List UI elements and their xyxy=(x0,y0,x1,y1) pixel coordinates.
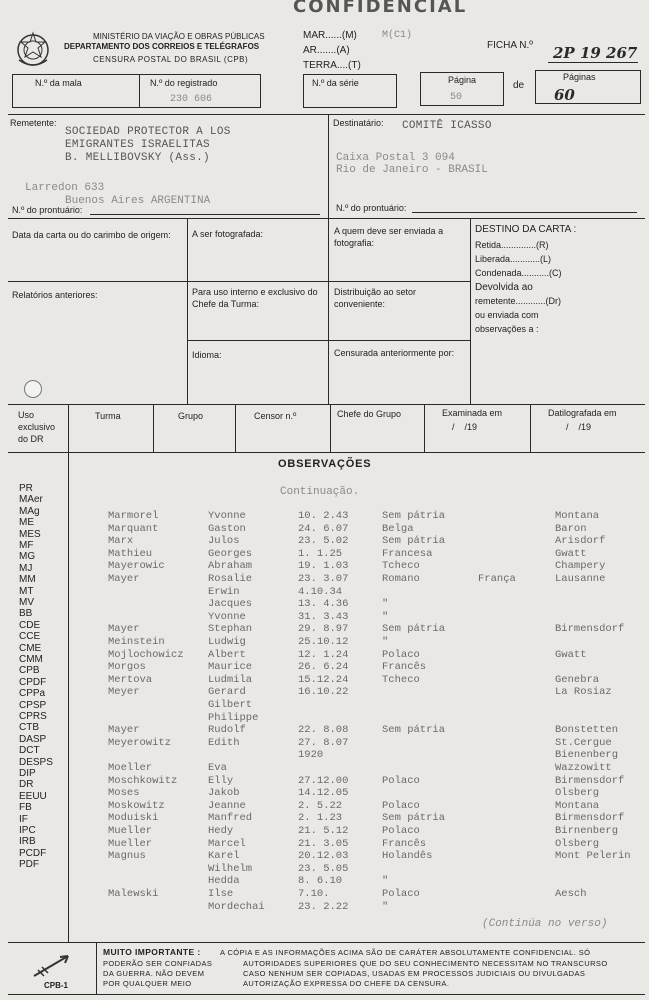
table-row xyxy=(0,649,649,661)
sender-line-3: B. MELLIBOVSKY (Ass.) xyxy=(65,152,210,164)
sender-line-4: Larredon 633 xyxy=(25,182,105,194)
idioma-label: Idioma: xyxy=(192,350,222,360)
entry-extra: França xyxy=(478,573,516,585)
entry-given-name: Elly xyxy=(208,774,234,787)
entry-place: Baron xyxy=(555,522,587,535)
destino-devolvida: Devolvida ao xyxy=(475,282,533,293)
entry-surname: Meinstein xyxy=(108,636,165,648)
agency-code: CPPa xyxy=(19,688,46,700)
de-label: de xyxy=(513,80,525,91)
agency-code: MAer xyxy=(19,494,43,506)
entry-given-name: Georges xyxy=(208,547,253,560)
agency-code: MG xyxy=(19,551,36,563)
entry-nationality: " xyxy=(382,610,389,623)
mala-label: N.º da mala xyxy=(35,78,82,88)
censorship-name: CENSURA POSTAL DO BRASIL (CPB) xyxy=(93,55,249,64)
entry-place: Gwatt xyxy=(555,648,587,661)
table-row xyxy=(0,619,649,636)
table-row xyxy=(0,598,649,610)
uso-interno-label: Para uso interno e exclusivo do Chefe da Turma: xyxy=(192,287,318,309)
entry-nationality: Romano xyxy=(382,573,420,585)
entry-nationality: " xyxy=(382,900,389,913)
grupo-label: Grupo xyxy=(178,411,204,421)
table-row xyxy=(0,573,649,585)
entry-birth-date: 16.10.22 xyxy=(298,686,349,699)
footer-line-2a: PODERÃO SER CONFIADAS xyxy=(103,959,213,968)
entry-given-name: Edith xyxy=(208,736,240,749)
entry-given-name: Jakob xyxy=(208,787,240,800)
table-row xyxy=(0,523,649,535)
entry-surname: Morgos xyxy=(108,661,146,674)
entry-surname: Moduiski xyxy=(108,812,159,825)
ministry-name: MINISTÉRIO DA VIAÇÃO E OBRAS PÚBLICAS xyxy=(93,32,265,41)
entry-given-name: Yvonne xyxy=(208,610,246,623)
sender-line-1: SOCIEDAD PROTECTOR A LOS xyxy=(65,126,231,138)
entry-surname: Mojlochowicz xyxy=(108,648,184,661)
sender-prontuario: N.º do prontuário: xyxy=(12,205,83,215)
entry-nationality: Sem pátria xyxy=(382,812,446,825)
entry-birth-date: 23. 3.07 xyxy=(298,573,349,585)
coat-of-arms-icon xyxy=(13,30,53,70)
agency-code: CPRS xyxy=(19,711,47,722)
entry-surname: Magnus xyxy=(108,850,146,863)
table-row xyxy=(0,875,649,887)
entry-surname: Mayer xyxy=(108,724,140,737)
mode-typed-value: M(C1) xyxy=(382,30,413,41)
pagina-label: Página xyxy=(448,75,477,85)
entry-place: Birmensdorf xyxy=(555,812,625,825)
entry-birth-date: 19. 1.03 xyxy=(298,560,349,573)
agency-code: BB xyxy=(19,608,33,620)
entry-place: Olsberg xyxy=(555,787,600,800)
entry-nationality: " xyxy=(382,636,389,648)
arrow-emblem-icon xyxy=(30,950,76,980)
agency-code: CTB xyxy=(19,722,39,734)
agency-code: MJ xyxy=(19,562,33,574)
agency-code: MT xyxy=(19,585,34,597)
table-row xyxy=(0,547,649,563)
datilografada-label: Datilografada em xyxy=(548,408,617,418)
data-carta-label: Data da carta ou do carimbo de origem: xyxy=(12,230,171,240)
agency-code: CDE xyxy=(19,619,41,631)
agency-code: CME xyxy=(19,642,42,654)
entry-given-name: Albert xyxy=(208,648,246,661)
entry-given-name: Yvonne xyxy=(208,510,246,522)
agency-code: EEUU xyxy=(19,790,47,802)
entry-nationality: Polaco xyxy=(382,799,420,812)
agency-code: DIP xyxy=(19,768,36,779)
entry-place: Arisdorf xyxy=(555,535,606,548)
agency-code: CPDF xyxy=(19,676,47,688)
destino-remetente: remetente............(Dr) xyxy=(475,296,562,306)
entry-given-name: Philippe xyxy=(208,711,259,724)
entry-place: Montana xyxy=(555,510,600,522)
destino-observacoes: observações a : xyxy=(475,324,539,334)
censurada-label: Censurada anteriormente por: xyxy=(334,348,455,358)
entry-place: Wazzowitt xyxy=(555,762,612,774)
recipient-line-2: Caixa Postal 3 094 xyxy=(336,152,455,164)
entry-nationality: Polaco xyxy=(382,888,420,900)
observacoes-title: OBSERVAÇÕES xyxy=(278,458,372,470)
footer-line-2b: AUTORIDADES SUPERIORES QUE DO SEU CONHECIMENTO NECESSITAM NO TRANSCURSO xyxy=(243,959,608,968)
entry-birth-date: 23. 2.22 xyxy=(298,900,349,913)
footer-line-1: A CÓPIA E AS INFORMAÇÕES ACIMA SÃO DE CARÁTER ABSOLUTAMENTE CONFIDENCIAL. SÓ xyxy=(220,948,591,957)
table-row xyxy=(0,800,649,812)
footer-line-4b: AUTORIZAÇÃO EXPRESSA DO CHEFE DA CENSURA. xyxy=(243,979,450,988)
agency-code: CPSP xyxy=(19,699,47,711)
department-name: DEPARTAMENTO DOS CORREIOS E TELÉGRAFOS xyxy=(64,42,260,51)
recipient-prontuario: N.º do prontuário: xyxy=(336,203,407,213)
entry-place: Aesch xyxy=(555,888,587,900)
entry-given-name: Hedda xyxy=(208,875,240,888)
examinada-label: Examinada em xyxy=(442,408,503,418)
entry-given-name: Maurice xyxy=(208,661,253,674)
entry-surname: Mayer xyxy=(108,573,140,585)
entry-nationality: Polaco xyxy=(382,825,420,837)
entry-birth-date: 25.10.12 xyxy=(298,636,349,648)
entry-surname: Moses xyxy=(108,787,140,800)
entry-given-name: Mordechai xyxy=(208,900,265,913)
entry-given-name: Rudolf xyxy=(208,724,246,737)
footer-line-3b: CASO NENHUM SER COPIADAS, USADAS EM PROCESSOS JUDICIAIS OU DIVULGADAS xyxy=(243,969,586,978)
mode-terra: TERRA....(T) xyxy=(303,60,361,71)
entry-place: Montana xyxy=(555,799,600,812)
document-title: CONFIDENCIAL xyxy=(293,0,468,17)
agency-code: CPB xyxy=(19,665,40,677)
entry-surname: Moschkowitz xyxy=(108,774,178,787)
paginas-value: 60 xyxy=(554,86,575,104)
table-row xyxy=(0,608,649,623)
destino-title: DESTINO DA CARTA : xyxy=(475,224,577,235)
continua-verso: (Continúa no verso) xyxy=(482,918,608,930)
entry-place: Champery xyxy=(555,560,606,573)
agency-code: FB xyxy=(19,802,32,814)
entry-surname: Moskowitz xyxy=(108,799,165,812)
serie-label: N.º da série xyxy=(312,78,359,88)
entry-place: Genebra xyxy=(555,673,600,686)
recipient-line-3: Rio de Janeiro - BRASIL xyxy=(336,164,488,176)
entry-nationality: " xyxy=(382,875,389,888)
table-row xyxy=(0,560,649,572)
entry-given-name: Marcel xyxy=(208,837,246,850)
table-row xyxy=(0,724,649,736)
entry-given-name: Rosalie xyxy=(208,573,253,585)
table-row xyxy=(0,787,649,799)
table-row xyxy=(0,888,649,900)
recipient-label: Destinatário: xyxy=(333,118,384,128)
entry-place: Birmensdorf xyxy=(555,623,625,636)
agency-code: CMM xyxy=(19,654,43,665)
footer-important: MUITO IMPORTANTE : xyxy=(103,947,201,957)
agency-code: ME xyxy=(19,517,34,529)
entry-birth-date: 7.10. xyxy=(298,888,330,900)
entry-nationality: " xyxy=(382,598,389,611)
entry-surname: Malewski xyxy=(108,888,159,900)
registrado-value: 230 606 xyxy=(170,94,213,105)
table-row xyxy=(0,863,649,875)
table-row xyxy=(0,838,649,850)
entry-given-name: Abraham xyxy=(208,560,253,573)
entry-given-name: Ludwig xyxy=(208,636,246,648)
turma-label: Turma xyxy=(95,411,121,421)
entry-given-name: Hedy xyxy=(208,825,234,837)
ficha-label: FICHA N.º xyxy=(487,40,533,51)
entry-birth-date: 2. 1.23 xyxy=(298,812,343,825)
entry-birth-date: 15.12.24 xyxy=(298,673,349,686)
entry-nationality: Francesa xyxy=(382,547,433,560)
entry-given-name: Ilse xyxy=(208,888,234,900)
entry-place: Bonstetten xyxy=(555,724,619,737)
entry-given-name: Jacques xyxy=(208,598,253,611)
entry-place: St.Cergue xyxy=(555,736,612,749)
destino-ou-enviada: ou enviada com xyxy=(475,310,539,320)
form-code: CPB-1 xyxy=(44,981,69,990)
table-row xyxy=(0,636,649,648)
entry-nationality: Polaco xyxy=(382,774,420,787)
entry-given-name: Gerard xyxy=(208,686,246,699)
destino-condenada: Condenada...........(C) xyxy=(475,268,562,278)
enviar-foto-label: A quem deve ser enviada a fotografia: xyxy=(334,226,444,248)
agency-code: IF xyxy=(19,813,28,825)
entry-surname: Moeller xyxy=(108,762,153,774)
agency-code: IPC xyxy=(19,825,36,836)
paginas-label: Páginas xyxy=(563,72,596,82)
continuacao-label: Continuação. xyxy=(280,486,360,498)
sender-line-2: EMIGRANTES ISRAELITAS xyxy=(65,139,210,151)
distribuicao-label: Distribuição ao setor conveniente: xyxy=(334,287,417,309)
entry-surname: Mueller xyxy=(108,837,153,850)
table-row xyxy=(0,586,649,598)
entry-nationality: Sem pátria xyxy=(382,623,446,636)
entry-birth-date: 13. 4.36 xyxy=(298,598,349,611)
table-row xyxy=(0,749,649,761)
agency-code: DESPS xyxy=(19,756,53,768)
entry-birth-date: 14.12.05 xyxy=(298,787,349,800)
entry-place: Mont Pelerin xyxy=(555,850,631,863)
agency-code: PCDF xyxy=(19,847,47,859)
entry-place: Lausanne xyxy=(555,573,606,585)
entry-given-name: Gaston xyxy=(208,522,246,535)
entry-given-name: Manfred xyxy=(208,812,253,825)
entry-surname: Mayerowic xyxy=(108,560,165,573)
agency-code: DCT xyxy=(19,745,40,757)
agency-code: DASP xyxy=(19,733,47,745)
chefe-grupo-label: Chefe do Grupo xyxy=(337,409,402,419)
entry-given-name: Erwin xyxy=(208,585,240,598)
entry-place: Bienenberg xyxy=(555,749,619,762)
table-row xyxy=(0,847,649,863)
table-row xyxy=(0,812,649,824)
entry-birth-date: 10. 2.43 xyxy=(298,510,349,522)
sender-line-5: Buenos Aires ARGENTINA xyxy=(65,195,211,207)
entry-birth-date: 31. 3.43 xyxy=(298,610,349,623)
registrado-label: N.º do registrado xyxy=(150,78,218,88)
entry-nationality: Belga xyxy=(382,522,414,535)
entry-surname: Marmorel xyxy=(108,510,159,522)
entry-birth-date: 12. 1.24 xyxy=(298,648,349,661)
entry-given-name: Eva xyxy=(208,762,227,774)
agency-code: MV xyxy=(19,597,34,608)
entry-birth-date: 2. 5.22 xyxy=(298,799,343,812)
table-row xyxy=(0,535,649,547)
entry-place: Birmensdorf xyxy=(555,774,625,787)
agency-code: MM xyxy=(19,574,36,586)
examinada-date: / /19 xyxy=(452,422,478,432)
agency-code: PDF xyxy=(19,859,39,871)
agency-code: IRB xyxy=(19,836,36,848)
entry-nationality: Francês xyxy=(382,837,427,850)
entry-surname: Mueller xyxy=(108,825,153,837)
entry-nationality: Sem pátria xyxy=(382,510,446,522)
censor-label: Censor n.º xyxy=(254,411,297,421)
table-row xyxy=(0,775,649,787)
pagina-value: 50 xyxy=(450,92,463,103)
agency-code: MES xyxy=(19,528,41,540)
entry-birth-date: 21. 3.05 xyxy=(298,837,349,850)
entry-nationality: Sem pátria xyxy=(382,724,446,737)
entry-nationality: Polaco xyxy=(382,648,420,661)
destino-retida: Retida..............(R) xyxy=(475,240,549,250)
entry-surname: Mathieu xyxy=(108,547,153,560)
relatorios-label: Relatórios anteriores: xyxy=(12,290,98,300)
fotografada-label: A ser fotografada: xyxy=(192,229,264,239)
entry-given-name: Wilhelm xyxy=(208,862,253,875)
entry-nationality: Sem pátria xyxy=(382,535,446,548)
entry-surname: Marquant xyxy=(108,522,159,535)
entry-birth-date: 20.12.03 xyxy=(298,850,349,863)
entry-nationality: Francês xyxy=(382,661,427,674)
entry-birth-date: 23. 5.02 xyxy=(298,535,349,548)
entry-surname: Mayer xyxy=(108,623,140,636)
punch-hole xyxy=(24,380,42,398)
entry-birth-date: 27.12.00 xyxy=(298,774,349,787)
entry-given-name: Jeanne xyxy=(208,799,246,812)
mode-ar: AR.......(A) xyxy=(303,45,350,56)
table-row xyxy=(0,762,649,774)
entry-place: Gwatt xyxy=(555,547,587,560)
entry-birth-date: 27. 8.07 xyxy=(298,736,349,749)
agency-code: DR xyxy=(19,779,34,791)
entry-birth-date: 8. 6.10 xyxy=(298,875,343,888)
entry-surname: Mertova xyxy=(108,673,153,686)
sender-label: Remetente: xyxy=(10,118,57,128)
mode-mar: MAR......(M) xyxy=(303,30,357,41)
entry-birth-date: 22. 8.08 xyxy=(298,724,349,737)
datilografada-date: / /19 xyxy=(566,422,592,432)
uso-exclusivo-label: Uso exclusivo do DR xyxy=(18,410,56,444)
entry-birth-date: 21. 5.12 xyxy=(298,825,349,837)
table-row xyxy=(0,901,649,913)
entry-birth-date: 1920 xyxy=(298,749,324,762)
entry-given-name: Gilbert xyxy=(208,699,253,711)
entry-nationality: Tcheco xyxy=(382,673,420,686)
entry-surname: Marx xyxy=(108,535,134,548)
entry-surname: Meyer xyxy=(108,686,140,699)
table-row xyxy=(0,712,649,724)
entry-birth-date: 1. 1.25 xyxy=(298,547,343,560)
entry-birth-date: 24. 6.07 xyxy=(298,522,349,535)
entry-given-name: Stephan xyxy=(208,623,253,636)
table-row xyxy=(0,733,649,749)
entry-place: La Rosiaz xyxy=(555,686,612,699)
agency-code: PR xyxy=(19,483,33,494)
entry-place: Birnenberg xyxy=(555,825,619,837)
entry-birth-date: 4.10.34 xyxy=(298,585,343,598)
entry-birth-date: 23. 5.05 xyxy=(298,862,349,875)
entry-nationality: Holandês xyxy=(382,850,433,863)
entry-place: Olsberg xyxy=(555,837,600,850)
recipient-line-1: COMITÊ ICASSO xyxy=(402,120,492,132)
entry-given-name: Karel xyxy=(208,850,240,863)
table-row xyxy=(0,674,649,686)
footer-line-3a: DA GUERRA. NÃO DEVEM xyxy=(103,969,205,978)
table-row xyxy=(0,825,649,837)
table-row xyxy=(0,699,649,711)
destino-liberada: Liberada............(L) xyxy=(475,254,552,264)
agency-code: MF xyxy=(19,540,34,551)
table-row xyxy=(0,661,649,673)
agency-code: MAg xyxy=(19,505,40,517)
entry-given-name: Ludmila xyxy=(208,673,253,686)
entry-nationality: Tcheco xyxy=(382,560,420,573)
agency-code: CCE xyxy=(19,631,41,643)
table-row xyxy=(0,686,649,698)
footer-line-4a: POR QUALQUER MEIO xyxy=(103,979,192,988)
entry-birth-date: 26. 6.24 xyxy=(298,661,349,674)
ficha-number: 2P 19 267 xyxy=(553,44,638,62)
entry-surname: Meyerowitz xyxy=(108,736,172,749)
entry-given-name: Julos xyxy=(208,535,240,548)
table-row xyxy=(0,510,649,522)
entry-birth-date: 29. 8.97 xyxy=(298,623,349,636)
